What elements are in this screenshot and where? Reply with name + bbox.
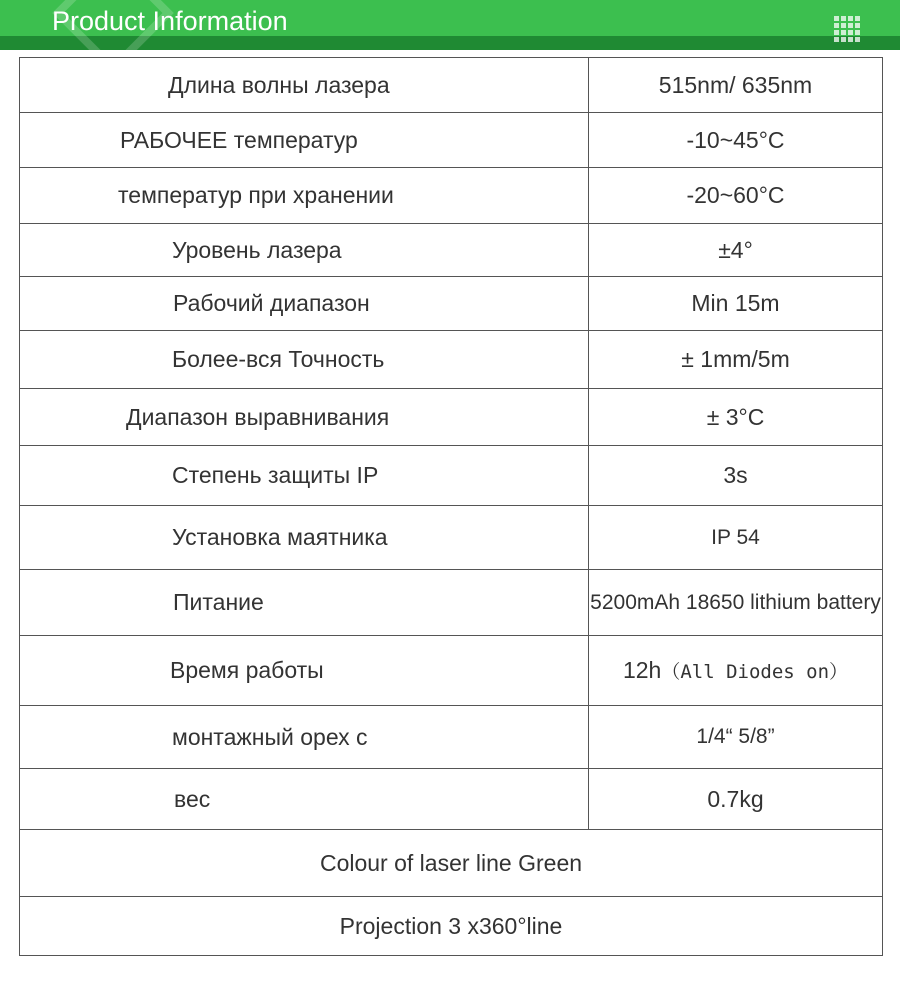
table-row [20,506,883,570]
table-row [20,769,883,830]
table-row [20,897,883,956]
table-row [20,113,883,168]
spec-label: вес [20,769,589,830]
spec-label: температур при хранении [20,168,589,224]
spec-label: Диапазон выравнивания [20,389,589,446]
spec-value: -10~45°C [589,113,883,168]
spec-full-row: Colour of laser line Green [20,830,883,897]
spec-label: Рабочий диапазон [20,277,589,331]
spec-value: 12h [622,657,662,683]
spec-value: ±4° [589,224,883,277]
spec-value: ± 3°C [589,389,883,446]
table-row [20,58,883,113]
spec-label: Длина волны лазера [20,58,589,113]
spec-value: 0.7kg [589,769,883,830]
table-row [20,446,883,506]
table-row [20,168,883,224]
spec-label: Уровень лазера [20,224,589,277]
spec-value: 515nm/ 635nm [589,58,883,113]
header-banner [0,0,900,50]
table-row [20,277,883,331]
spec-value: -20~60°C [589,168,883,224]
spec-value: 3s [589,446,883,506]
spec-label: Более-вся Точность [20,331,589,389]
spec-value: 1/4“ 5/8” [589,706,883,769]
table-row [20,331,883,389]
table-row [20,570,883,636]
table-row [20,636,883,706]
spec-label: Питание [20,570,589,636]
spec-table [19,57,883,956]
page-title: Product Information [52,6,288,36]
table-row [20,389,883,446]
spec-label: РАБОЧЕЕ температур [20,113,589,168]
spec-value: IP 54 [589,506,883,570]
spec-value: 5200mAh 18650 lithium battery [589,570,883,636]
table-row [20,224,883,277]
grid-icon [834,16,860,42]
spec-value: ± 1mm/5m [589,331,883,389]
table-row [20,706,883,769]
table-row [20,830,883,897]
spec-value: Min 15m [589,277,883,331]
spec-label: Время работы [20,636,589,706]
spec-value-cell [589,636,883,706]
spec-label: монтажный орех с [20,706,589,769]
spec-value-note: （All Diodes on） [661,661,849,683]
spec-label: Установка маятника [20,506,589,570]
spec-full-row: Projection 3 x360°line [20,897,883,956]
spec-label: Степень защиты IP [20,446,589,506]
